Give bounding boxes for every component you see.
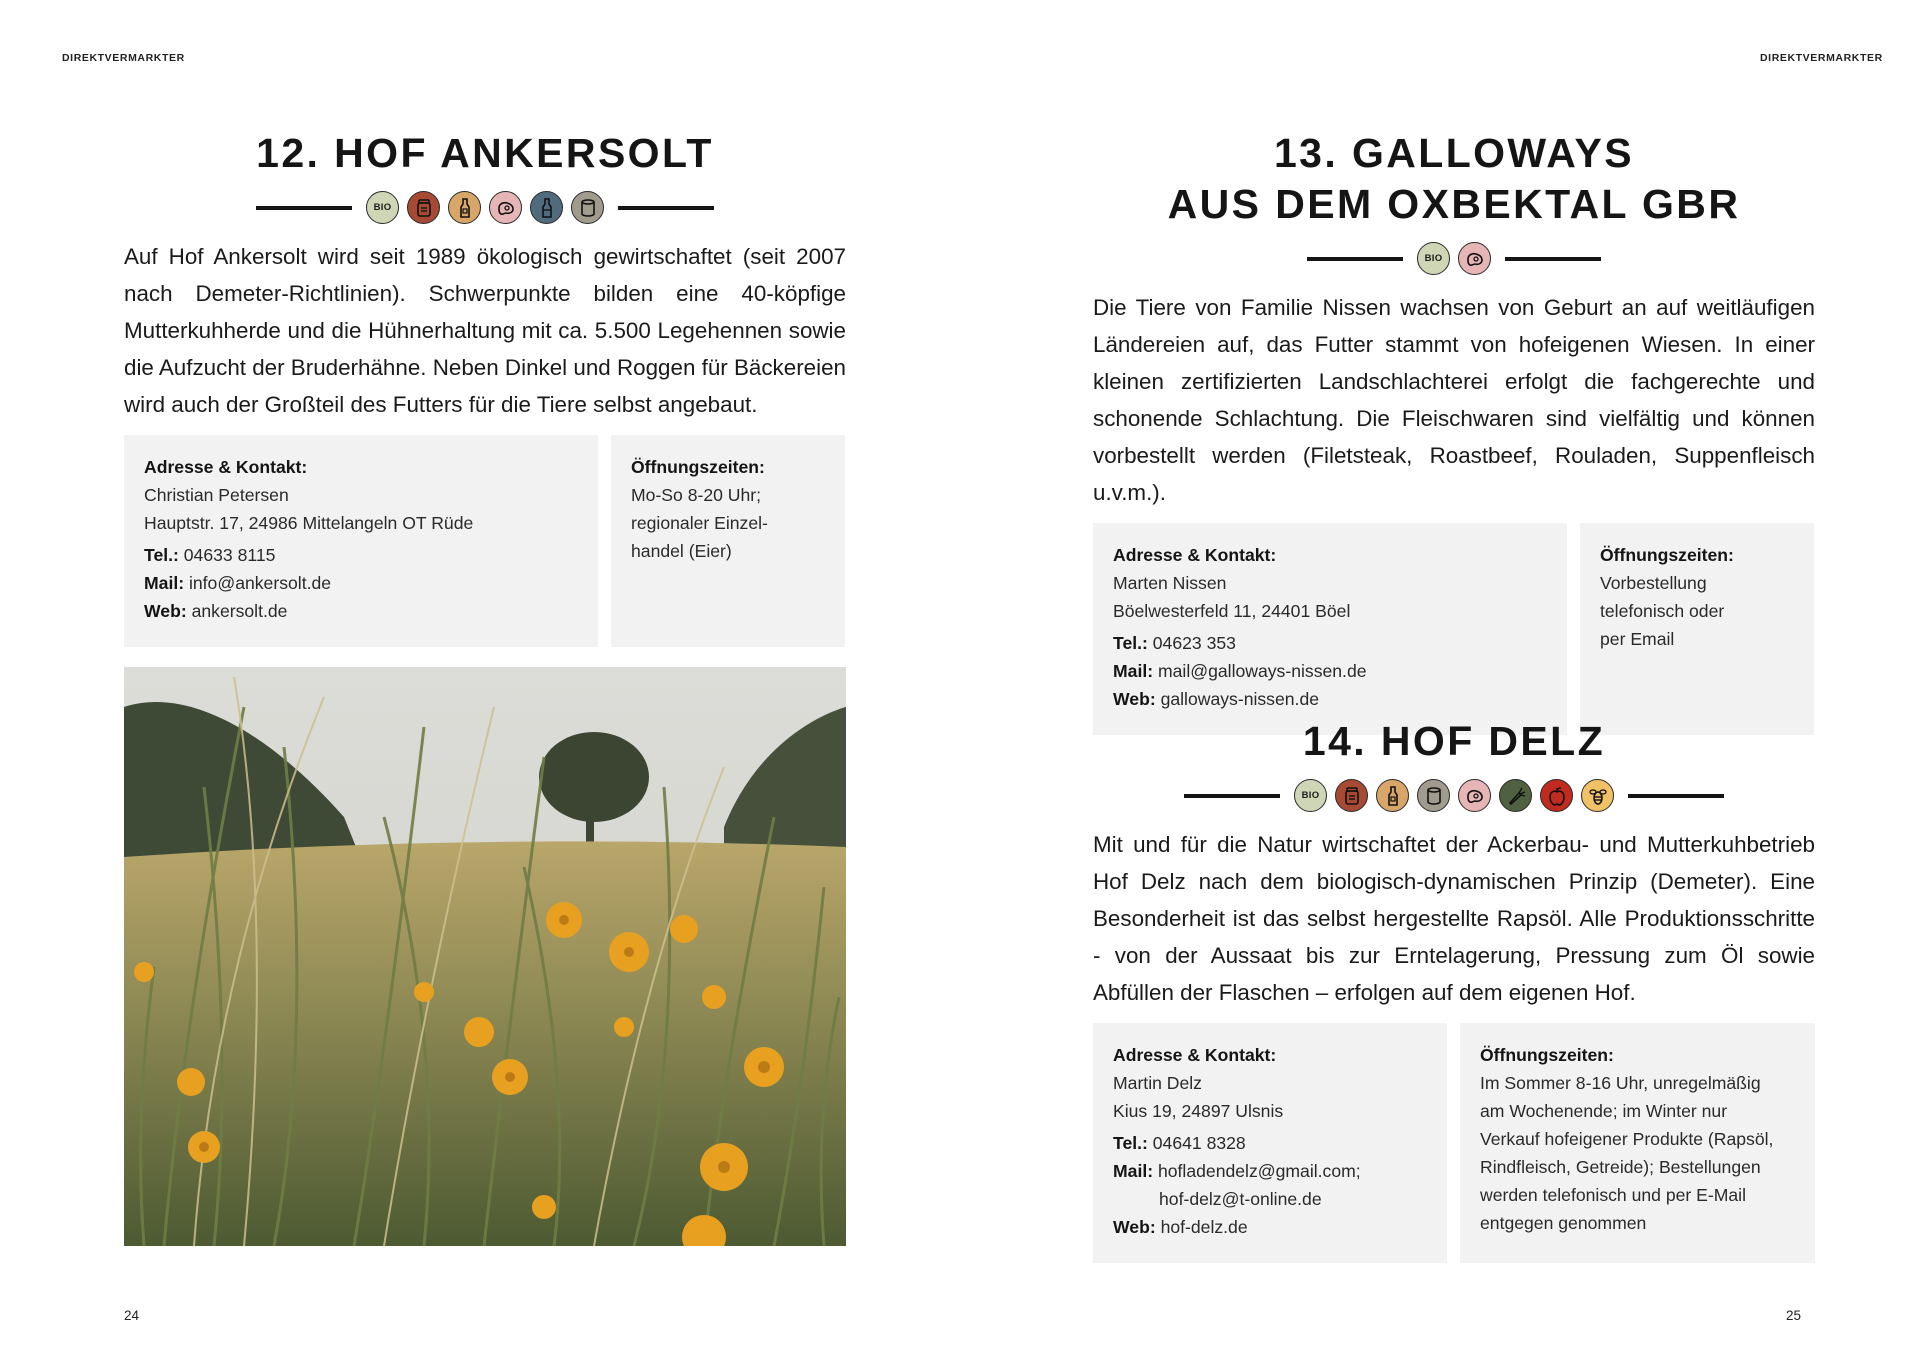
bee-icon <box>1581 779 1614 812</box>
web-link[interactable]: galloways-nissen.de <box>1160 689 1320 709</box>
web-label: Web: <box>1113 689 1156 709</box>
web-label: Web: <box>144 601 187 621</box>
contact-address: Böelwesterfeld 11, 24401 Böel <box>1113 601 1351 621</box>
page-number-right: 25 <box>1786 1308 1802 1323</box>
contact-box <box>1093 523 1567 735</box>
title-rule-left <box>1307 257 1403 261</box>
meat-icon <box>1458 779 1491 812</box>
hours-box <box>611 435 845 647</box>
farm-entry-hof-ankersolt <box>124 128 846 647</box>
contact-name: Martin Delz <box>1113 1073 1202 1093</box>
hours-line: Verkauf hofeigener Produkte (Rapsöl, <box>1480 1129 1774 1149</box>
running-head-right: DIREKTVERMARKTER <box>1760 52 1883 64</box>
phone-label: Tel.: <box>144 545 179 565</box>
hours-line: Rindfleisch, Getreide); Bestellungen <box>1480 1157 1761 1177</box>
page-number-left: 24 <box>124 1308 140 1323</box>
phone-label: Tel.: <box>1113 633 1148 653</box>
title-rule-left <box>256 206 352 210</box>
contact-address: Kius 19, 24897 Ulsnis <box>1113 1101 1284 1121</box>
farm-title <box>1093 128 1815 230</box>
product-icons <box>362 191 608 224</box>
meat-icon <box>1458 242 1491 275</box>
farm-title: 12. HOF ANKERSOLT <box>256 130 714 176</box>
hours-heading: Öffnungszeiten: <box>1480 1045 1614 1065</box>
contact-heading: Adresse & Kontakt: <box>1113 545 1277 565</box>
product-icon-row <box>1093 242 1815 275</box>
hours-line: am Wochenende; im Winter nur <box>1480 1101 1728 1121</box>
contact-phone <box>1113 1129 1427 1157</box>
hours-line: Im Sommer 8-16 Uhr, unregelmäßig <box>1480 1073 1761 1093</box>
web-link[interactable]: hof-delz.de <box>1160 1217 1248 1237</box>
contact-web <box>1113 1213 1427 1241</box>
product-icon-row <box>124 191 846 224</box>
farm-title-line2: AUS DEM OXBEKTAL GBR <box>1167 181 1741 227</box>
farm-description: Die Tiere von Familie Nissen wachsen von Geburt an auf weitläufigen Ländereien auf, das Futter stammt von hofeigenen Wiesen. In einer kleinen zertifizierten Landschlachterei erfolgt die fachgerechte und schonende Schlachtung. Die Fleischwaren sind vielfältig und können vorbestellt werden (Filetsteak, Roastbeef, Rouladen, Suppenfleisch u.v.m.). <box>1093 295 1815 505</box>
phone-value[interactable]: 04623 353 <box>1152 633 1236 653</box>
bottle-icon <box>448 191 481 224</box>
hours-line: per Email <box>1600 629 1675 649</box>
bottle-icon <box>1376 779 1409 812</box>
mail-link[interactable]: info@ankersolt.de <box>188 573 332 593</box>
mail-link[interactable]: hofladendelz@gmail.com; <box>1157 1161 1361 1181</box>
meadow-photo <box>124 667 846 1246</box>
hours-line: werden telefonisch und per E-Mail <box>1480 1185 1747 1205</box>
contact-web <box>1113 685 1547 713</box>
mail-label: Mail: <box>1113 1161 1154 1181</box>
phone-value[interactable]: 04633 8115 <box>183 545 276 565</box>
product-icon-row <box>1093 779 1815 812</box>
title-rule-right <box>1505 257 1601 261</box>
contact-heading: Adresse & Kontakt: <box>144 457 308 477</box>
bio-badge-icon: BIO <box>1417 242 1450 275</box>
farm-description: Auf Hof Ankersolt wird seit 1989 ökologisch gewirtschaftet (seit 2007 nach Demeter-Richtlinien). Schwerpunkte bilden eine 40-köpfige Mutterkuhherde und die Hühnerhaltung mit ca. 5.500 Legehennen sowie die Aufzucht der Bruderhähne. Neben Dinkel und Roggen für Bäckereien wird auch der Großteil des Futters für die Tiere selbst angebaut. <box>124 244 846 417</box>
carrot-icon <box>1499 779 1532 812</box>
title-rule-right <box>618 206 714 210</box>
product-icons <box>1413 242 1495 275</box>
contact-name: Marten Nissen <box>1113 573 1227 593</box>
info-boxes <box>1093 523 1815 735</box>
contact-mail <box>144 569 578 597</box>
contact-phone <box>144 541 578 569</box>
hours-line: Vorbestellung <box>1600 573 1707 593</box>
hours-line: entgegen genommen <box>1480 1213 1647 1233</box>
contact-web <box>144 597 578 625</box>
web-link[interactable]: ankersolt.de <box>191 601 288 621</box>
mail-label: Mail: <box>144 573 185 593</box>
hours-box <box>1580 523 1814 735</box>
dark-bottle-icon <box>530 191 563 224</box>
phone-value[interactable]: 04641 8328 <box>1152 1133 1246 1153</box>
apple-icon <box>1540 779 1573 812</box>
product-icons <box>1290 779 1618 812</box>
title-rule-right <box>1628 794 1724 798</box>
title-rule-left <box>1184 794 1280 798</box>
bio-badge-icon: BIO <box>1294 779 1327 812</box>
contact-address: Hauptstr. 17, 24986 Mittelangeln OT Rüde <box>144 513 474 533</box>
contact-mail <box>1113 657 1547 685</box>
hours-line: regionaler Einzel- <box>631 513 768 533</box>
can-icon <box>571 191 604 224</box>
jar-icon <box>407 191 440 224</box>
farm-description: Mit und für die Natur wirtschaftet der Ackerbau- und Mutterkuhbetrieb Hof Delz nach dem biologisch-dynamischen Prinzip (Demeter). Eine Besonderheit ist das selbst hergestellte Rapsöl. Alle Produktionsschritte - von der Aussaat bis zur Erntelagerung, Pressung zum Öl sowie Abfüllen der Flaschen – erfolgen auf dem eigenen Hof. <box>1093 832 1815 1005</box>
running-head-left: DIREKTVERMARKTER <box>62 52 185 64</box>
phone-label: Tel.: <box>1113 1133 1148 1153</box>
contact-heading: Adresse & Kontakt: <box>1113 1045 1277 1065</box>
meat-icon <box>489 191 522 224</box>
info-boxes <box>124 435 846 647</box>
farm-title: 14. HOF DELZ <box>1302 718 1606 764</box>
contact-phone <box>1113 629 1547 657</box>
info-boxes <box>1093 1023 1815 1263</box>
contact-box <box>124 435 598 647</box>
hours-line: telefonisch oder <box>1600 601 1725 621</box>
farm-entry-galloways <box>1093 128 1815 735</box>
hours-heading: Öffnungszeiten: <box>631 457 765 477</box>
web-label: Web: <box>1113 1217 1156 1237</box>
farm-entry-hof-delz <box>1093 716 1815 1263</box>
jar-icon <box>1335 779 1368 812</box>
contact-mail <box>1113 1157 1427 1185</box>
contact-name: Christian Petersen <box>144 485 289 505</box>
can-icon <box>1417 779 1450 812</box>
mail-link[interactable]: mail@galloways-nissen.de <box>1157 661 1367 681</box>
hours-line: Mo-So 8-20 Uhr; <box>631 485 762 505</box>
hours-box <box>1460 1023 1815 1263</box>
mail-label: Mail: <box>1113 661 1154 681</box>
contact-box <box>1093 1023 1447 1263</box>
bio-badge-icon: BIO <box>366 191 399 224</box>
hours-heading: Öffnungszeiten: <box>1600 545 1734 565</box>
contact-mail-secondary[interactable]: hof-delz@t-online.de <box>1159 1189 1322 1209</box>
farm-title-line1: 13. GALLOWAYS <box>1273 130 1635 176</box>
hours-line: handel (Eier) <box>631 541 732 561</box>
